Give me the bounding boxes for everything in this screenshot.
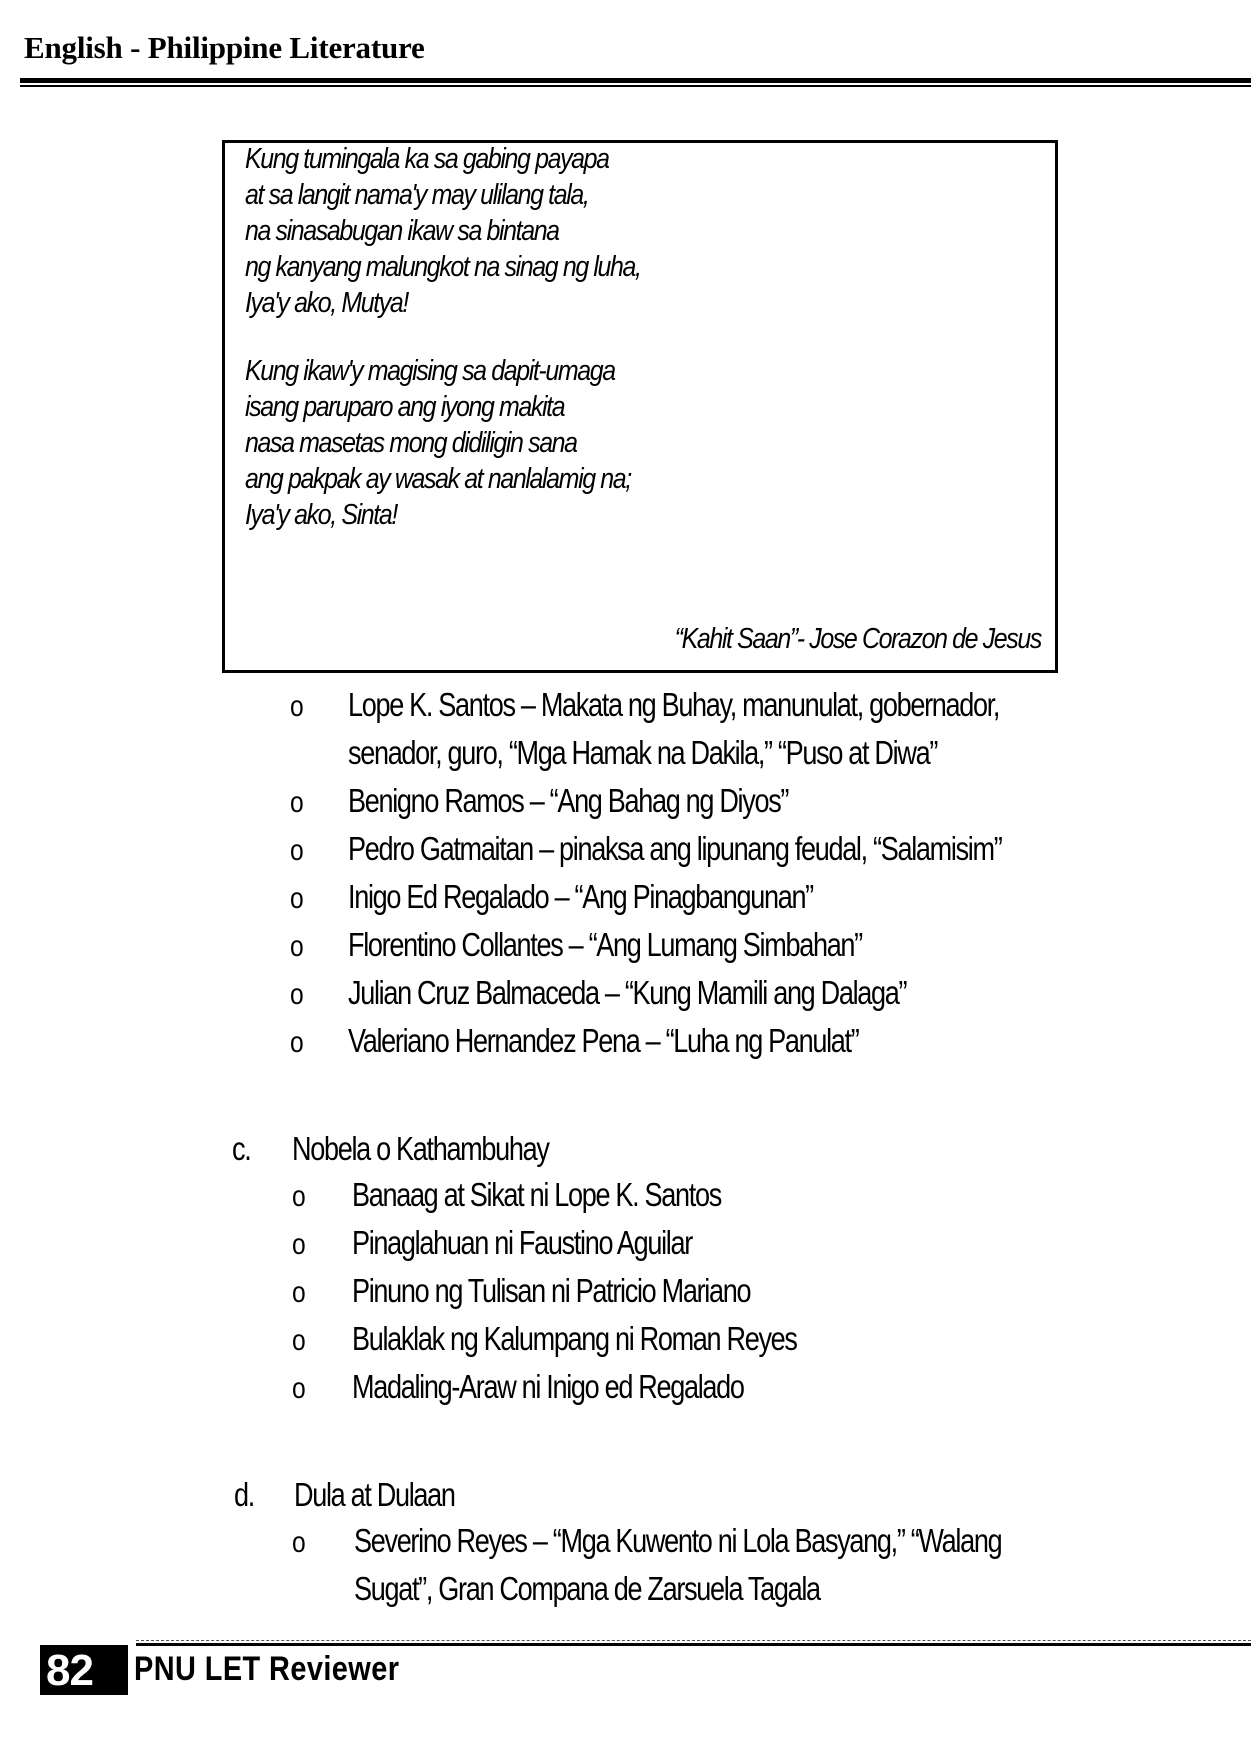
list-item: Julian Cruz Balmaceda – “Kung Mamili ang Dalaga” [348,974,907,1011]
footer-rule-dotted [136,1640,1251,1642]
poem-attribution: “Kahit Saan”- Jose Corazon de Jesus [674,623,1041,655]
bullet-icon: o [290,930,303,963]
bullet-icon: o [290,690,303,723]
list-item: Madaling-Araw ni Inigo ed Regalado [352,1368,744,1405]
header-rule-thin [20,85,1251,87]
bullet-icon: o [290,882,303,915]
poem-line: ang pakpak ay wasak at nanlalamig na; [245,463,631,495]
poem-line: na sinasabugan ikaw sa bintana [245,215,559,247]
page-number: 82 [46,1646,93,1695]
list-item: Florentino Collantes – “Ang Lumang Simbahan” [348,926,862,963]
section-title: Nobela o Kathambuhay [292,1130,549,1167]
section-letter: d. [234,1476,254,1513]
bullet-icon: o [290,1026,303,1059]
poem-line: Iya'y ako, Sinta! [245,499,397,531]
poem-line: Kung tumingala ka sa gabing payapa [245,143,609,175]
list-item-continuation: Sugat”, Gran Compana de Zarsuela Tagala [354,1570,820,1607]
section-letter: c. [232,1130,251,1167]
bullet-icon: o [292,1276,305,1309]
list-item: Pinaglahuan ni Faustino Aguilar [352,1224,692,1261]
list-item: Severino Reyes – “Mga Kuwento ni Lola Basyang,” “Walang [354,1522,1002,1559]
list-item: Pedro Gatmaitan – pinaksa ang lipunang feudal, “Salamisim” [348,830,1002,867]
bullet-icon: o [290,834,303,867]
bullet-icon: o [292,1372,305,1405]
footer-title: PNU LET Reviewer [134,1650,400,1688]
poem-line: Iya'y ako, Mutya! [245,287,408,319]
poem-line: nasa masetas mong didiligin sana [245,427,577,459]
list-item-continuation: senador, guro, “Mga Hamak na Dakila,” “Puso at Diwa” [348,734,938,771]
list-item: Valeriano Hernandez Pena – “Luha ng Panulat” [348,1022,859,1059]
list-item: Banaag at Sikat ni Lope K. Santos [352,1176,721,1213]
bullet-icon: o [290,978,303,1011]
list-item: Inigo Ed Regalado – “Ang Pinagbangunan” [348,878,813,915]
page-number-badge [40,1645,128,1695]
bullet-icon: o [292,1324,305,1357]
bullet-icon: o [290,786,303,819]
poem-line: ng kanyang malungkot na sinag ng luha, [245,251,641,283]
bullet-icon: o [292,1526,305,1559]
poem-box [222,140,1058,673]
section-title: Dula at Dulaan [294,1476,455,1513]
list-item: Bulaklak ng Kalumpang ni Roman Reyes [352,1320,797,1357]
header-title: English - Philippine Literature [24,30,425,65]
list-item: Benigno Ramos – “Ang Bahag ng Diyos” [348,782,789,819]
footer-rule [136,1643,1251,1646]
poem-line: isang paruparo ang iyong makita [245,391,565,423]
list-item: Lope K. Santos – Makata ng Buhay, manunulat, gobernador, [348,686,1000,723]
bullet-icon: o [292,1228,305,1261]
list-item: Pinuno ng Tulisan ni Patricio Mariano [352,1272,751,1309]
poem-line: Kung ikaw'y magising sa dapit-umaga [245,355,615,387]
header-rule [20,78,1251,83]
poem-line: at sa langit nama'y may ulilang tala, [245,179,589,211]
bullet-icon: o [292,1180,305,1213]
